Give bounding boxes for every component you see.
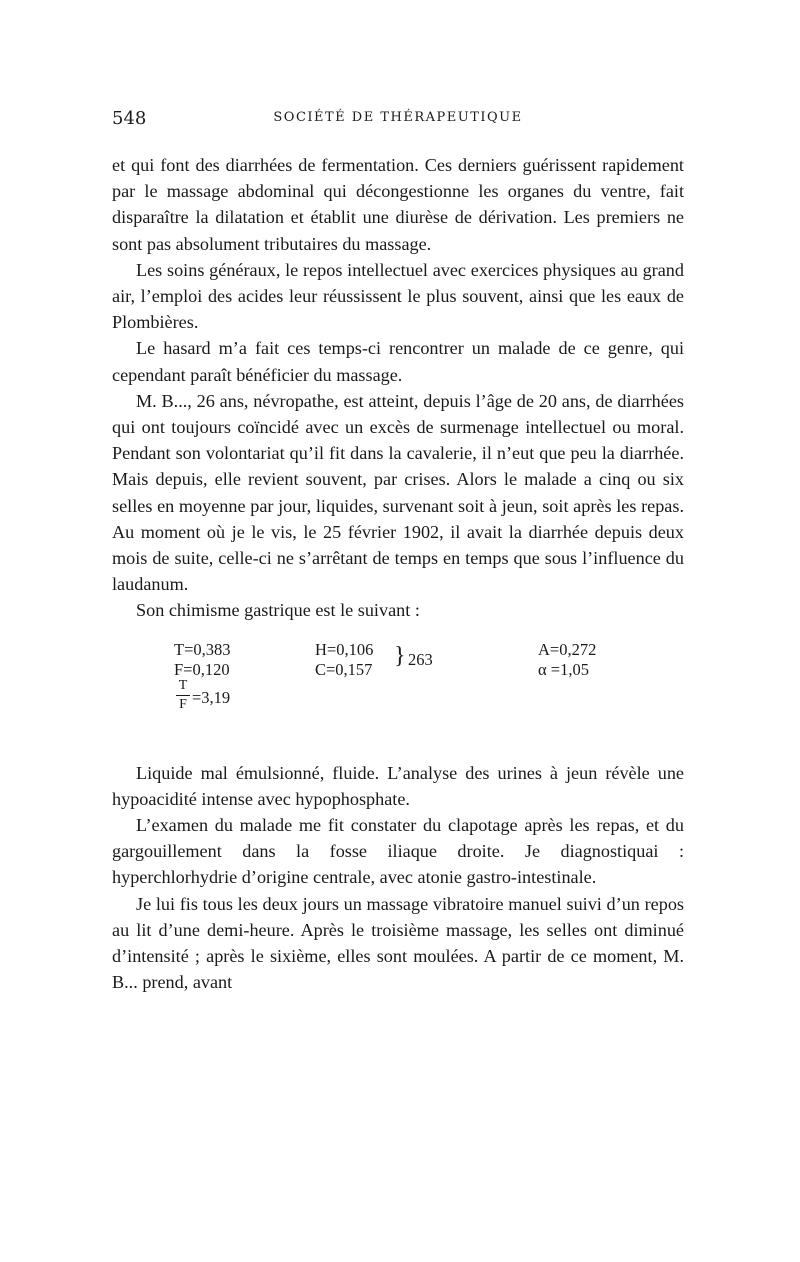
formula-F: F=0,120 bbox=[174, 659, 230, 679]
formula-A: A=0,272 bbox=[538, 639, 597, 659]
fraction-denominator: F bbox=[179, 696, 187, 712]
formula-C: C=0,157 bbox=[315, 659, 373, 679]
formula-T: T=0,383 bbox=[174, 639, 231, 659]
fraction-bar bbox=[176, 695, 190, 696]
paragraph-4: M. B..., 26 ans, névropathe, est atteint, depuis l’âge de 20 ans, de diarrhées qui ont toujours coïncidé avec un excès de surmenage intellectuel ou moral. Pendant son volontariat qu’il fit dans la cavalerie, il n’eut que peu la diarrhée. Mais depuis, elle revient souvent, par crises. Alors le malade a cinq ou six selles en moyenne par jour, liquides, survenant soit à jeun, soit après les repas. Au moment où je le vis, le 25 février 1902, il avait la diarrhée depuis deux mois de suite, celle-ci ne s’arrêtant de temps en temps que sous l’influence du laudanum. bbox=[112, 390, 684, 595]
formula-H: H=0,106 bbox=[315, 639, 374, 659]
paragraph-8: Je lui fis tous les deux jours un massage vibratoire manuel suivi d’un repos au lit d’une demi-heure. Après le troisième massage, les selles ont diminué d’intensité ; après le sixième, elles sont moulées. A partir de ce moment, M. B... prend, avant bbox=[112, 893, 684, 993]
fraction-numerator: T bbox=[178, 677, 188, 693]
running-head: SOCIÉTÉ DE THÉRAPEUTIQUE bbox=[273, 110, 523, 125]
page-header bbox=[112, 108, 684, 134]
formula-sum: 263 bbox=[408, 649, 433, 669]
formula-TF-value: =3,19 bbox=[192, 687, 231, 707]
paragraph-1: et qui font des diarrhées de fermentation. Ces derniers guérissent rapidement par le massage abdominal qui décongestionne les organes du ventre, fait disparaître la dilatation et établit une diurèse de dérivation. Les premiers ne sont pas absolument tributaires du massage. bbox=[112, 155, 684, 254]
paragraph-7: L’examen du malade me fit constater du clapotage après les repas, et du gargouillement dans la fosse iliaque droite. Je diagnostiquai : hyperchlorhydrie d’origine centrale, avec atonie gastro-intestinale. bbox=[112, 815, 684, 888]
paragraph-2: Les soins généraux, le repos intellectuel avec exercices physiques au grand air, l’emploi des acides leur réussissent le plus souvent, ainsi que les eaux de Plombières. bbox=[112, 259, 684, 333]
paragraph-6: Liquide mal émulsionné, fluide. L’analyse des urines à jeun révèle une hypoacidité intense avec hypophosphate. bbox=[112, 762, 684, 809]
paragraph-3: Le hasard m’a fait ces temps-ci rencontrer un malade de ce genre, qui cependant paraît bénéficier du massage. bbox=[112, 338, 684, 385]
brace-icon: } bbox=[394, 642, 406, 669]
gastric-chemistry-formula bbox=[112, 640, 684, 740]
formula-alpha: α =1,05 bbox=[538, 659, 589, 679]
body-text-before bbox=[112, 152, 684, 624]
formula-T-over-F bbox=[174, 678, 192, 713]
paragraph-5: Son chimisme gastrique est le suivant : bbox=[136, 600, 420, 621]
page-number: 548 bbox=[112, 108, 147, 129]
document-page bbox=[112, 108, 684, 995]
body-text-after bbox=[112, 760, 684, 996]
